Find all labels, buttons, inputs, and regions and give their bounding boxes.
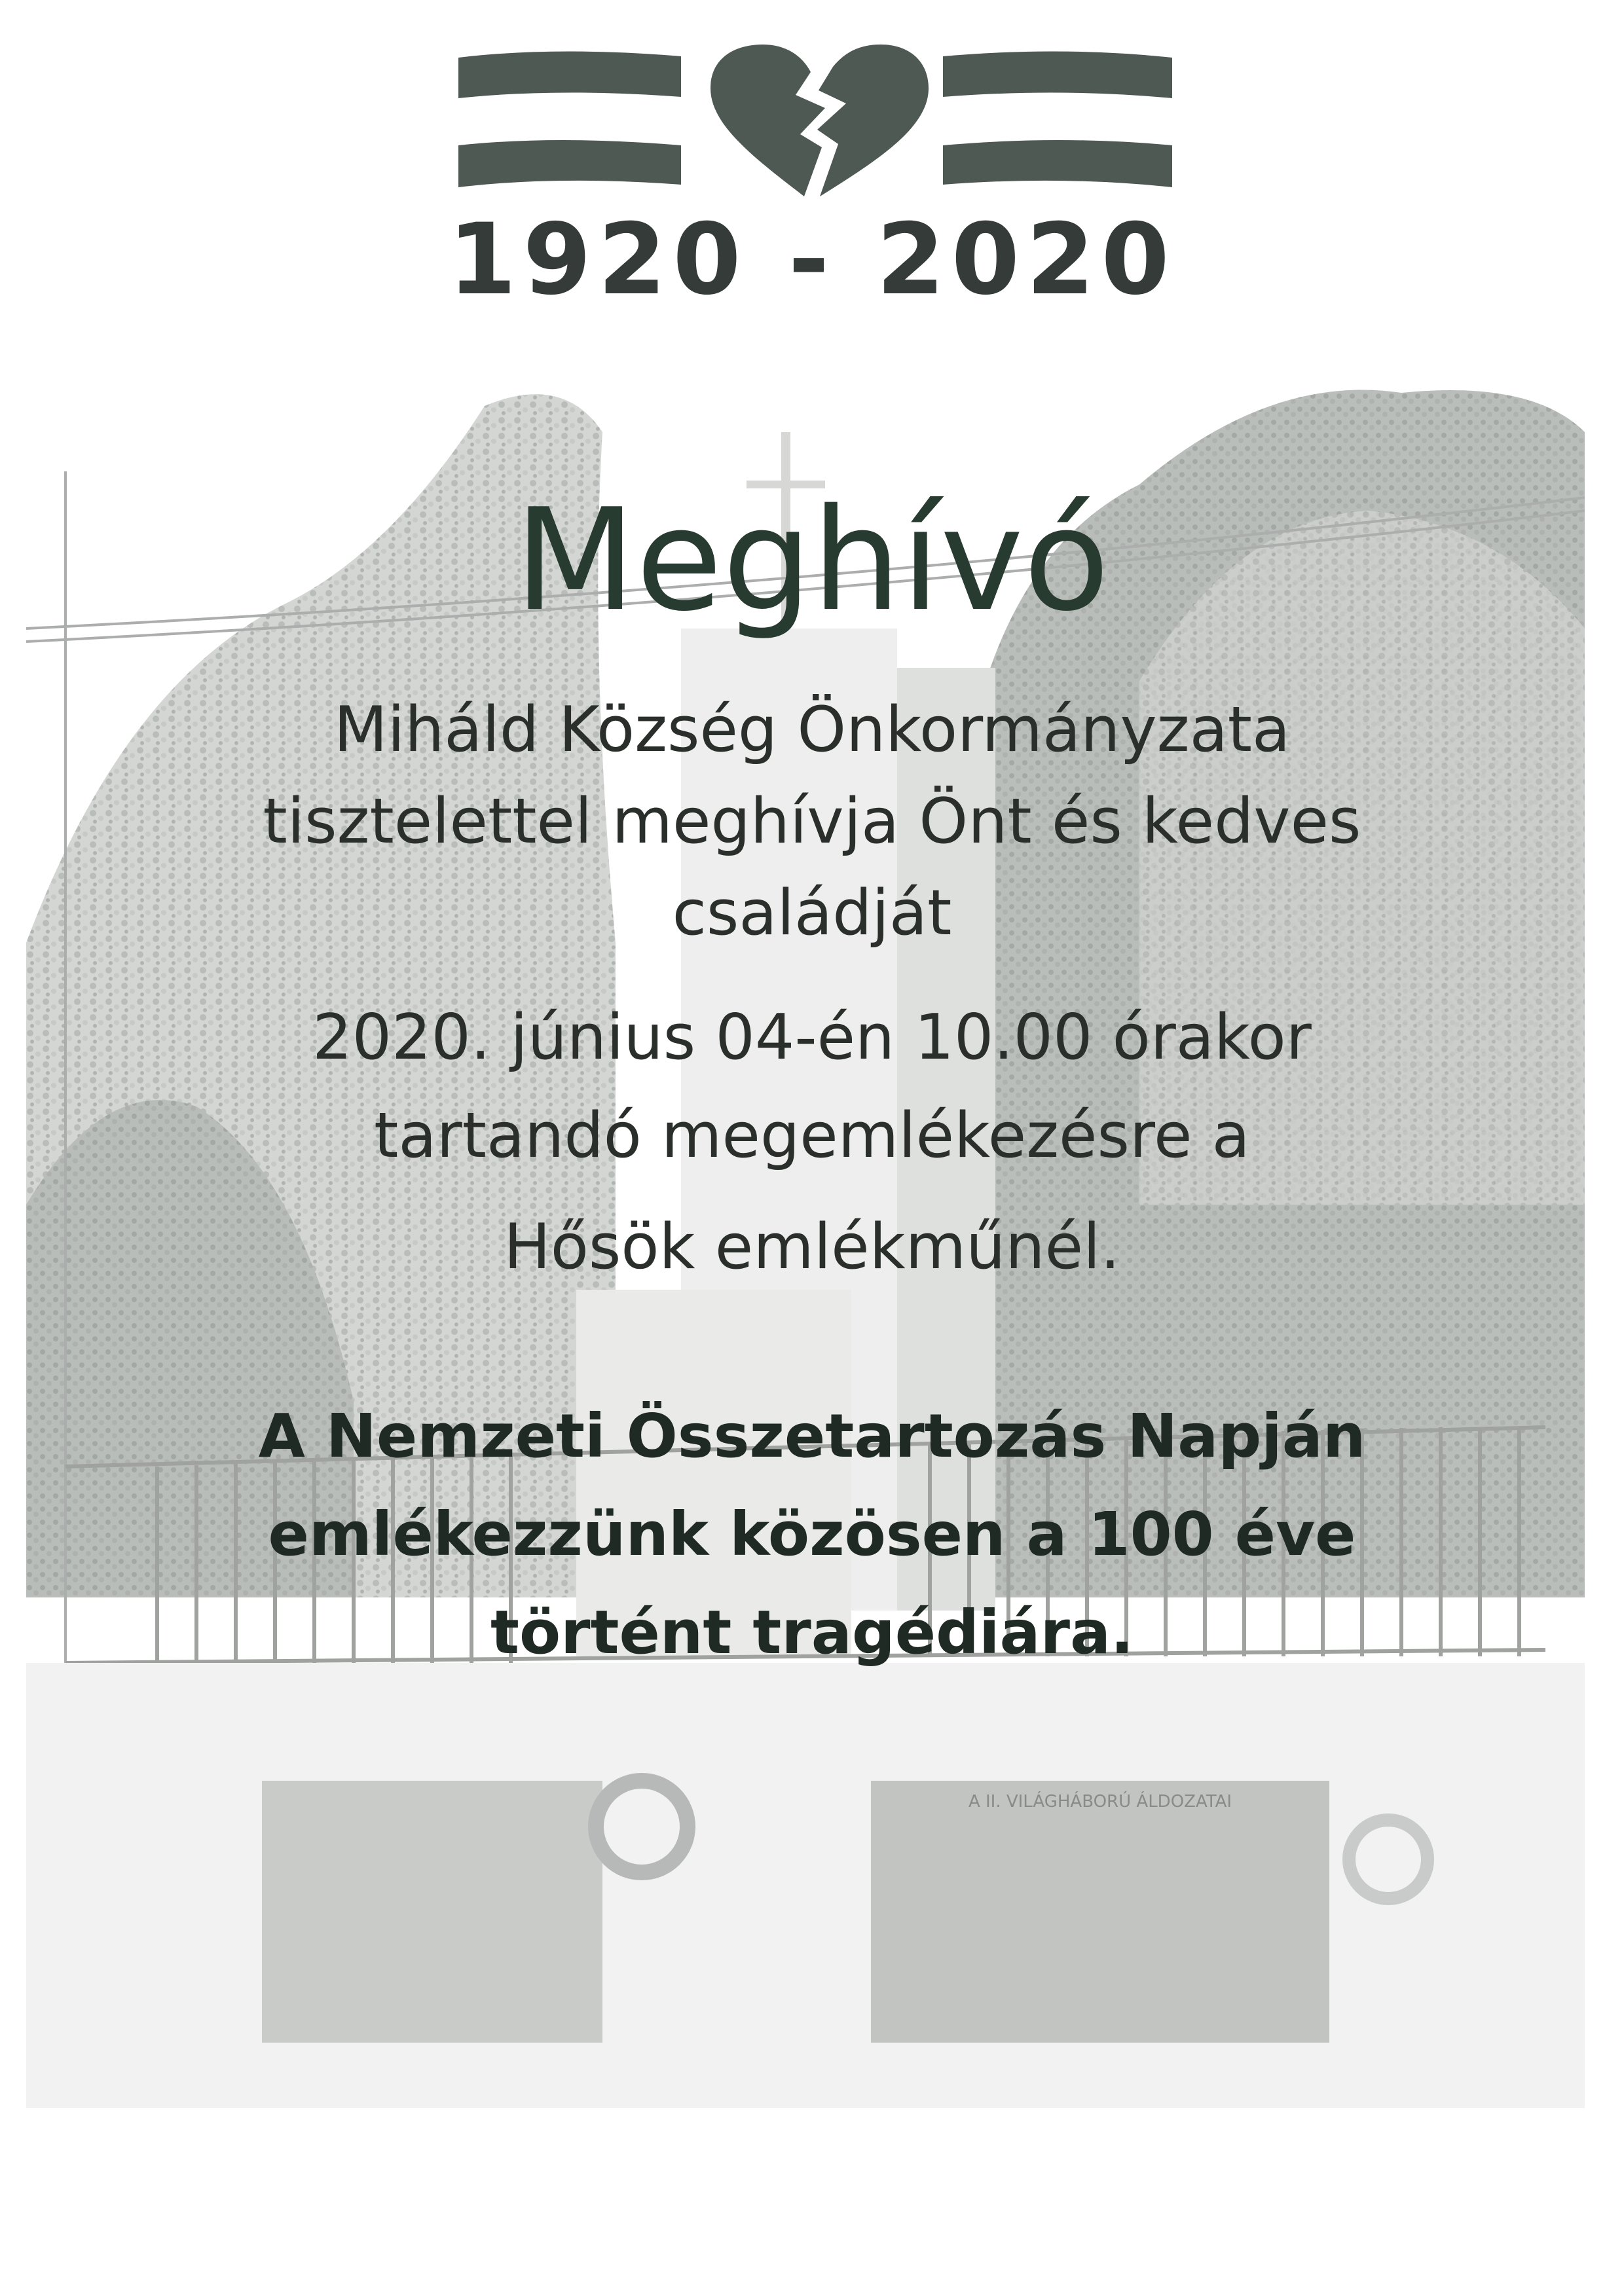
body-line-organizer: Miháld Község Önkormányzata — [333, 694, 1291, 766]
body-line-event: tartandó megemlékezésre a — [374, 1100, 1250, 1172]
left-flag-stripes — [458, 51, 681, 187]
body-line-family: családját — [672, 877, 952, 949]
right-flag-stripes — [943, 51, 1172, 187]
broken-heart-icon — [710, 45, 929, 196]
memorial-plaque-heading: A II. VILÁGHÁBORÚ ÁLDOZATAI — [968, 1792, 1232, 1812]
closing-line-2: emlékezzünk közösen a 100 éve — [268, 1499, 1356, 1569]
body-line-invite: tisztelettel meghívja Önt és kedves — [263, 786, 1361, 858]
closing-line-3: történt tragédiára. — [490, 1597, 1134, 1667]
invitation-title: Meghívó — [514, 478, 1110, 642]
closing-line-1: A Nemzeti Összetartozás Napján — [258, 1401, 1366, 1471]
body-line-location: Hősök emlékműnél. — [504, 1211, 1120, 1283]
year-range: 1920 - 2020 — [448, 203, 1176, 317]
body-line-date-time: 2020. június 04-én 10.00 órakor — [312, 1002, 1312, 1074]
